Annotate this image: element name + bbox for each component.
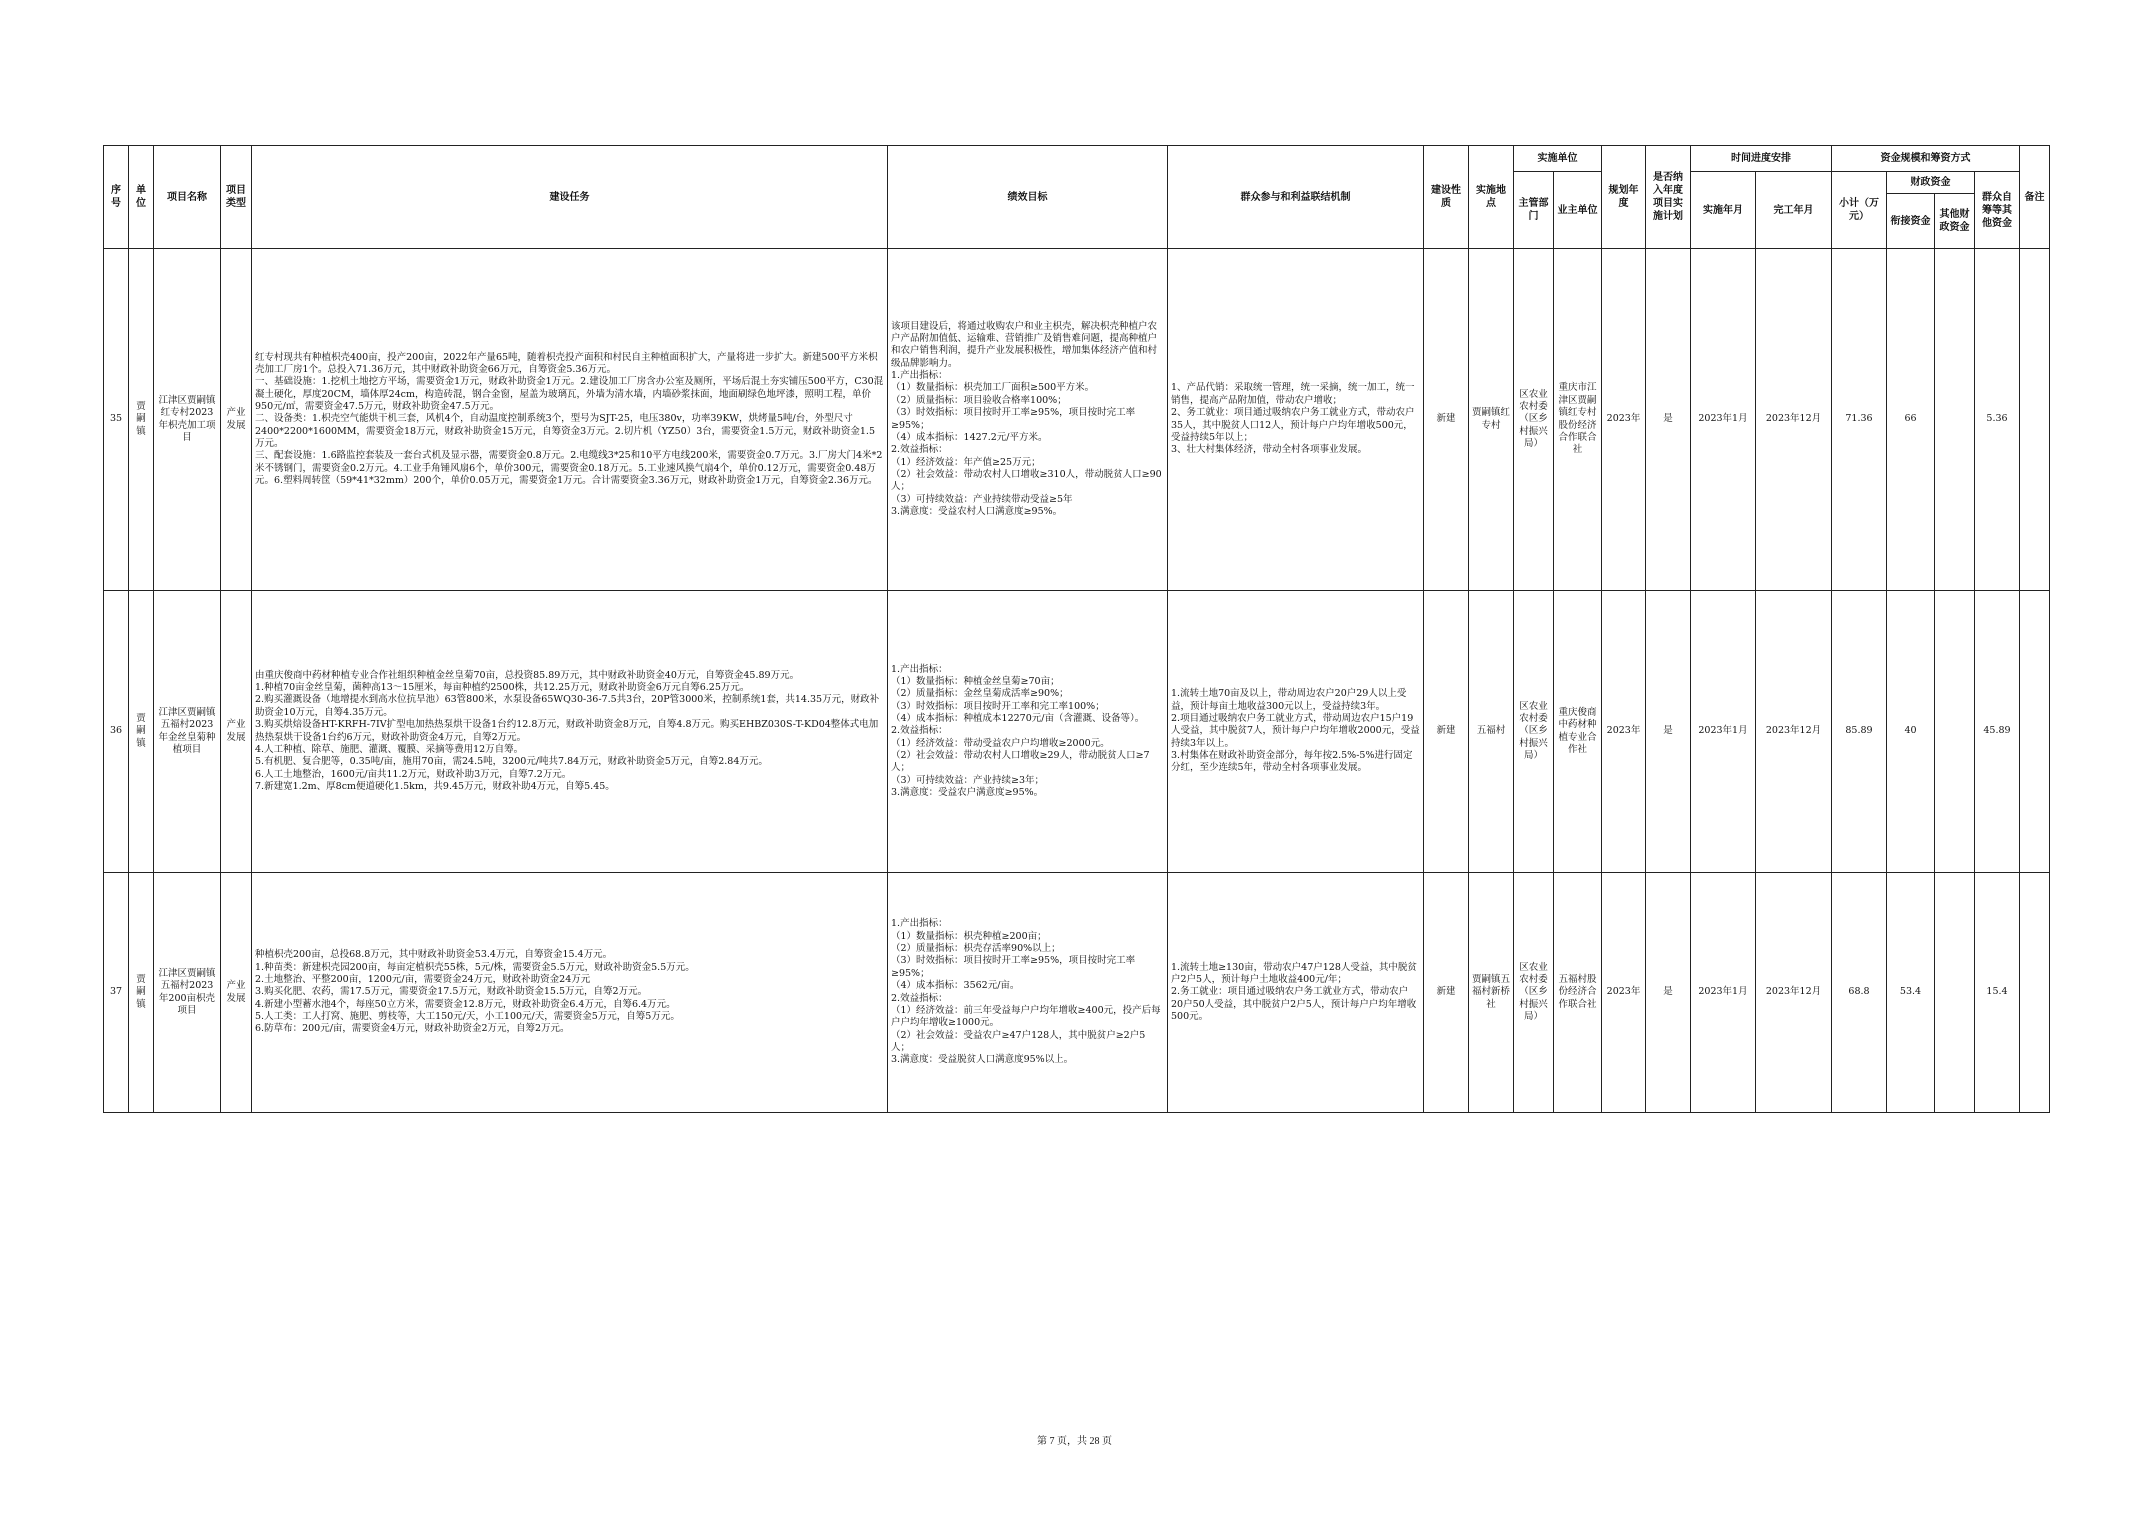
cell-owner: 五福村股份经济合作联合社 <box>1554 873 1602 1113</box>
cell-place: 贾嗣镇红专村 <box>1469 249 1514 591</box>
header-schedule: 时间进度安排 <box>1691 146 1832 172</box>
cell-unit: 贾嗣镇 <box>129 873 154 1113</box>
header-impl-unit: 实施单位 <box>1514 146 1602 172</box>
cell-unit: 贾嗣镇 <box>129 249 154 591</box>
cell-name: 江津区贾嗣镇五福村2023年金丝皇菊种植项目 <box>154 591 221 873</box>
cell-owner: 重庆市江津区贾嗣镇红专村股份经济合作联合社 <box>1554 249 1602 591</box>
cell-mechanism: 1.流转土地≥130亩，带动农户47户128人受益，其中脱贫户2户5人，预计每户土地收益400元/年； 2.务工就业：项目通过吸纳农户务工就业方式，带动农户20户50人受益，其中脱贫户2户5人，预计每户户均年增收500元。 <box>1168 873 1424 1113</box>
cell-start: 2023年1月 <box>1691 591 1756 873</box>
cell-self-funds: 45.89 <box>1975 591 2020 873</box>
header-unit: 单位 <box>129 146 154 249</box>
header-annual-plan: 是否纳入年度项目实施计划 <box>1646 146 1691 249</box>
cell-place: 贾嗣镇五福村新桥社 <box>1469 873 1514 1113</box>
header-seq: 序号 <box>104 146 129 249</box>
cell-type: 产业发展 <box>221 249 252 591</box>
header-type: 项目类型 <box>221 146 252 249</box>
cell-mechanism: 1.流转土地70亩及以上，带动周边农户20户29人以上受益，预计每亩土地收益300元以上，受益持续3年。 2.项目通过吸纳农户务工就业方式，带动周边农户15户19人受益，其中脱贫7人，预计每户户均年增收2000元，受益持续3年以上。 3.村集体在财政补助资金部分，每年按2.5%-5%进行固定分红，至少连续5年，带动全村各项事业发展。 <box>1168 591 1424 873</box>
header-plan-year: 规划年度 <box>1602 146 1646 249</box>
header-funds: 资金规模和筹资方式 <box>1832 146 2020 172</box>
cell-remark <box>2020 249 2050 591</box>
project-table <box>103 145 2050 1113</box>
header-start: 实施年月 <box>1691 172 1756 249</box>
cell-start: 2023年1月 <box>1691 249 1756 591</box>
cell-seq: 35 <box>104 249 129 591</box>
cell-plan-year: 2023年 <box>1602 591 1646 873</box>
header-name: 项目名称 <box>154 146 221 249</box>
cell-subtotal: 68.8 <box>1832 873 1887 1113</box>
cell-type: 产业发展 <box>221 591 252 873</box>
header-remark: 备注 <box>2020 146 2050 249</box>
header-task: 建设任务 <box>252 146 888 249</box>
cell-link-funds: 53.4 <box>1887 873 1935 1113</box>
cell-nature: 新建 <box>1424 249 1469 591</box>
cell-dept: 区农业农村委（区乡村振兴局） <box>1514 873 1554 1113</box>
cell-goal: 该项目建设后，将通过收购农户和业主枳壳，解决枳壳种植户农户产品附加值低、运输难、营销推广及销售难问题，提高种植户和农户销售利润，提升产业发展积极性，增加集体经济产值和村级品牌影响力。 1.产出指标： （1）数量指标：枳壳加工厂面积≥500平方米。 （2）质量指标：项目验收合格率100%； （3）时效指标：项目按时开工率≥95%，项目按时完工率≥95%； （4）成本指标：1427.2元/平方米。 2.效益指标： （1）经济效益：年产值≥25万元； （2）社会效益：带动农村人口增收≥310人，带动脱贫人口≥90人； （3）可持续效益：产业持续带动受益≥5年 3.满意度：受益农村人口满意度≥95%。 <box>888 249 1168 591</box>
cell-remark <box>2020 873 2050 1113</box>
cell-task: 种植枳壳200亩，总投68.8万元，其中财政补助资金53.4万元，自筹资金15.4万元。 1.种苗类：新建枳壳园200亩，每亩定植枳壳55株，5元/株，需要资金5.5万元，财政补助资金5.5万元。 2.土地整治、平整200亩，1200元/亩，需要资金24万元，财政补助资金24万元 3.购买化肥、农药，需17.5万元，需要资金17.5万元，财政补助资金15.5万元，自筹2万元。 4.新建小型蓄水池4个，每座50立方米，需要资金12.8万元，财政补助资金6.4万元，自筹6.4万元。 5.人工类：工人打窝、施肥、剪枝等，大工150元/天，小工100元/天，需要资金5万元，自筹5万元。 6.防草布：200元/亩，需要资金4万元，财政补助资金2万元，自筹2万元。 <box>252 873 888 1113</box>
cell-annual-plan: 是 <box>1646 591 1691 873</box>
cell-other-fiscal <box>1935 249 1975 591</box>
cell-other-fiscal <box>1935 873 1975 1113</box>
cell-goal: 1.产出指标： （1）数量指标：种植金丝皇菊≥70亩； （2）质量指标：金丝皇菊成活率≥90%； （3）时效指标：项目按时开工率和完工率100%； （4）成本指标：种植成本12270元/亩（含灌溉、设备等）。 2.效益指标： （1）经济效益：带动受益农户户均增收≥2000元。 （2）社会效益：带动农村人口增收≥29人，带动脱贫人口≥7人； （3）可持续效益：产业持续≥3年； 3.满意度：受益农户满意度≥95%。 <box>888 591 1168 873</box>
cell-annual-plan: 是 <box>1646 873 1691 1113</box>
header-goal: 绩效目标 <box>888 146 1168 249</box>
page-footer: 第 7 页，共 28 页 <box>1037 1436 1112 1447</box>
cell-self-funds: 15.4 <box>1975 873 2020 1113</box>
cell-nature: 新建 <box>1424 591 1469 873</box>
header-mechanism: 群众参与和利益联结机制 <box>1168 146 1424 249</box>
cell-dept: 区农业农村委（区乡村振兴局） <box>1514 591 1554 873</box>
table-row <box>104 873 2050 1113</box>
cell-start: 2023年1月 <box>1691 873 1756 1113</box>
header-end: 完工年月 <box>1756 172 1832 249</box>
table-row <box>104 249 2050 591</box>
cell-task: 由重庆俊商中药材种植专业合作社组织种植金丝皇菊70亩，总投资85.89万元，其中财政补助资金40万元，自筹资金45.89万元。 1.种植70亩金丝皇菊，菌种高13～15厘米，每亩种植约2500株，共12.25万元，财政补助资金6万元自筹6.25万元。 2.购买灌溉设备（地增提水到高水位抗旱池）63管800米，水泵设备65WQ30-36-7.5共3台，20P管3000米，控制系统1套，共14.35万元，财政补助资金10万元，自筹4.35万元。 3.购买烘焙设备HT-KRFH-7IV扩型电加热热泵烘干设备1台约12.8万元，财政补助资金8万元，自筹4.8万元。购买EHBZ030S-T-KD04整体式电加热热泵烘干设备1台约6万元，财政补助资金4万元，自筹2万元。 4.人工种植、除草、施肥、灌溉、覆膜、采摘等费用12万自筹。 5.有机肥、复合肥等，0.35吨/亩，施用70亩，需24.5吨，3200元/吨共7.84万元，财政补助资金5万元，自筹2.84万元。 6.人工土地整治，1600元/亩共11.2万元，财政补助3万元，自筹7.2万元。 7.新建宽1.2m、厚8cm便道硬化1.5km，共9.45万元，财政补助4万元，自筹5.45。 <box>252 591 888 873</box>
cell-link-funds: 66 <box>1887 249 1935 591</box>
cell-end: 2023年12月 <box>1756 249 1832 591</box>
header-place: 实施地点 <box>1469 146 1514 249</box>
header-dept: 主管部门 <box>1514 172 1554 249</box>
cell-unit: 贾嗣镇 <box>129 591 154 873</box>
cell-name: 江津区贾嗣镇五福村2023年200亩枳壳项目 <box>154 873 221 1113</box>
cell-name: 江津区贾嗣镇红专村2023年枳壳加工项目 <box>154 249 221 591</box>
header-owner: 业主单位 <box>1554 172 1602 249</box>
header-fiscal: 财政资金 <box>1887 172 1975 194</box>
cell-annual-plan: 是 <box>1646 249 1691 591</box>
header-other-fiscal: 其他财政资金 <box>1935 194 1975 249</box>
cell-task: 红专村现共有种植枳壳400亩，投产200亩，2022年产量65吨，随着枳壳投产面积和村民自主种植面积扩大，产量将进一步扩大。新建500平方米枳壳加工厂房1个。总投入71.36万元，其中财政补助资金66万元，自筹资金5.36万元。 一、基础设施：1.挖机土地挖方平场，需要资金1万元，财政补助资金1万元。2.建设加工厂房含办公室及厕所，平场后混土夯实铺压500平方，C30混凝土硬化，厚度20CM，墙体厚24cm，构造砖混，钢合金窗，屋盖为玻璃瓦，外墙为清水墙，内墙砂浆抹面，地面刷绿色地坪漆，照明工程，单价950元/㎡，需要资金47.5万元，财政补助资金47.5万元。 二、设备类：1.枳壳空气能烘干机三套，风机4个，自动温度控制系统3个，型号为SJT-25，电压380v，功率39KW，烘烤量5吨/台，外型尺寸2400*2200*1600MM，需要资金18万元，财政补助资金15万元，自筹资金3万元。2.切片机（YZ50）3台，需要资金1.5万元，财政补助资金1.5万元。 三、配套设施：1.6路监控套装及一套台式机及显示器，需要资金0.8万元。2.电缆线3*25和10平方电线200米，需要资金0.7万元。3.厂房大门4米*2米不锈钢门，需要资金0.2万元。4.工业手角锤风扇6个，单价300元，需要资金0.18万元。5.工业速风换气扇4个，单价0.12万元，需要资金0.48万元。6.塑料周转筐（59*41*32mm）200个，单价0.05万元，需要资金1万元。合计需要资金3.36万元，财政补助资金1万元，自筹资金2.36万元。 <box>252 249 888 591</box>
cell-link-funds: 40 <box>1887 591 1935 873</box>
cell-goal: 1.产出指标： （1）数量指标：枳壳种植≥200亩； （2）质量指标：枳壳存活率90%以上； （3）时效指标：项目按时开工率≥95%，项目按时完工率≥95%； （4）成本指标：3562元/亩。 2.效益指标： （1）经济效益：前三年受益每户户均年增收≥400元，投产后每户户均年增收≥1000元。 （2）社会效益：受益农户≥47户128人，其中脱贫户≥2户5人； 3.满意度：受益脱贫人口满意度95%以上。 <box>888 873 1168 1113</box>
cell-other-fiscal <box>1935 591 1975 873</box>
cell-nature: 新建 <box>1424 873 1469 1113</box>
header-subtotal: 小计（万元） <box>1832 172 1887 249</box>
cell-seq: 36 <box>104 591 129 873</box>
cell-plan-year: 2023年 <box>1602 249 1646 591</box>
cell-type: 产业发展 <box>221 873 252 1113</box>
cell-plan-year: 2023年 <box>1602 873 1646 1113</box>
cell-owner: 重庆俊商中药材种植专业合作社 <box>1554 591 1602 873</box>
header-self-funds: 群众自筹等其他资金 <box>1975 172 2020 249</box>
table-row <box>104 591 2050 873</box>
cell-seq: 37 <box>104 873 129 1113</box>
cell-remark <box>2020 591 2050 873</box>
header-link-funds: 衔接资金 <box>1887 194 1935 249</box>
cell-subtotal: 71.36 <box>1832 249 1887 591</box>
cell-place: 五福村 <box>1469 591 1514 873</box>
cell-subtotal: 85.89 <box>1832 591 1887 873</box>
cell-mechanism: 1、产品代销：采取统一管理，统一采摘，统一加工，统一销售，提高产品附加值，带动农户增收； 2、务工就业：项目通过吸纳农户务工就业方式，带动农户35人，其中脱贫人口12人，预计每户户均年增收500元，受益持续5年以上； 3、壮大村集体经济，带动全村各项事业发展。 <box>1168 249 1424 591</box>
cell-dept: 区农业农村委（区乡村振兴局） <box>1514 249 1554 591</box>
cell-end: 2023年12月 <box>1756 591 1832 873</box>
cell-end: 2023年12月 <box>1756 873 1832 1113</box>
header-nature: 建设性质 <box>1424 146 1469 249</box>
cell-self-funds: 5.36 <box>1975 249 2020 591</box>
